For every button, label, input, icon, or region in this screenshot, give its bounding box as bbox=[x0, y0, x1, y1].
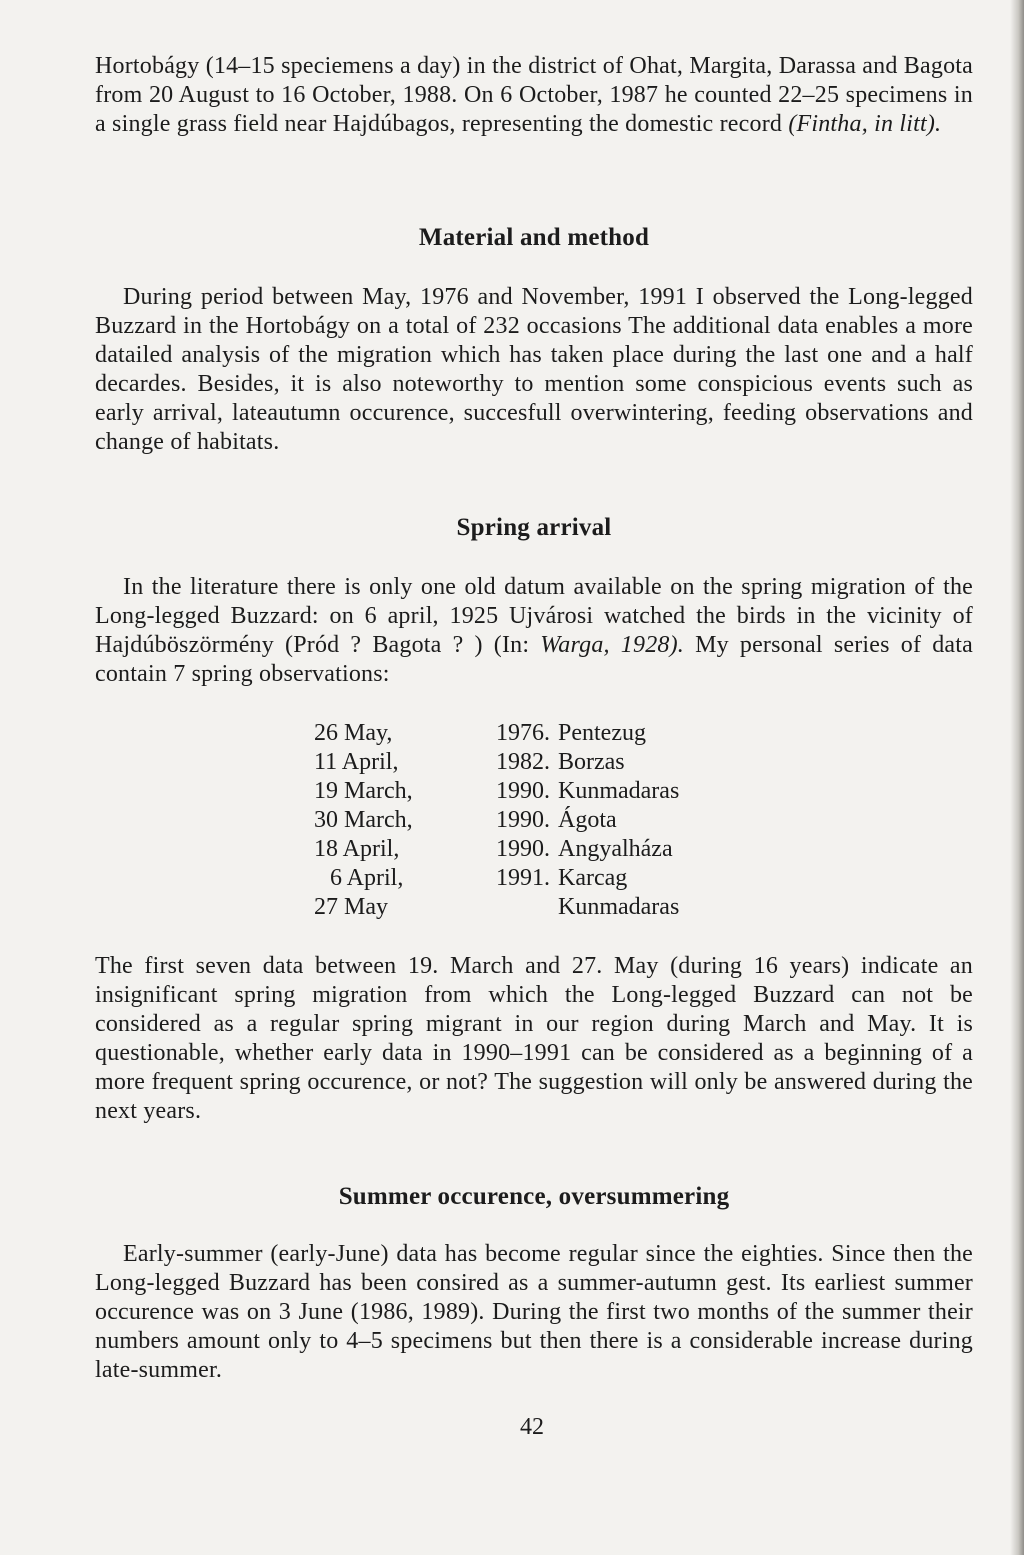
heading-material-method: Material and method bbox=[418, 224, 650, 251]
obs-date: 6 April, bbox=[330, 865, 404, 891]
obs-year bbox=[458, 893, 550, 922]
spring-after-block bbox=[95, 952, 973, 1126]
obs-place: Kunmadaras bbox=[558, 894, 680, 920]
table-row bbox=[314, 777, 679, 806]
spring-citation: Warga, 1928). bbox=[540, 632, 684, 658]
obs-date: 26 May, bbox=[314, 720, 393, 746]
obs-date: 27 May bbox=[314, 894, 388, 920]
obs-year: 1990. bbox=[496, 836, 550, 862]
obs-year: 1991. bbox=[496, 865, 550, 891]
obs-place: Angyalháza bbox=[558, 836, 673, 862]
material-heading-block bbox=[95, 224, 973, 252]
obs-date: 11 April, bbox=[314, 749, 399, 775]
spring-text-2: My personal series of data contain 7 spring observations: bbox=[95, 632, 973, 687]
table-row bbox=[314, 835, 679, 864]
summer-paragraph: Early-summer (early-June) data has become regular since the eighties. Since then the Long-legged Buzzard has been consired as a summer-autumn gest. Its earliest summer occurence was on 3 June (1986, 1989). During the first two months of the summer their numbers amount only to 4–5 specimens but then there is a considerable increase during late-summer. bbox=[95, 1241, 973, 1383]
obs-place: Borzas bbox=[558, 749, 625, 775]
obs-year: 1990. bbox=[496, 778, 550, 804]
obs-date: 30 March, bbox=[314, 807, 413, 833]
obs-date: 19 March, bbox=[314, 778, 413, 804]
obs-date: 18 April, bbox=[314, 836, 400, 862]
obs-place: Kunmadaras bbox=[558, 778, 680, 804]
table-row bbox=[314, 864, 679, 893]
intro-text: Hortobágy (14–15 speciemens a day) in the district of Ohat, Margita, Darassa and Bagota from 20 August to 16 October, 1988. On 6 October, 1987 he counted 22–25 specimens in a single grass field near Hajdúbagos, representing the domestic record bbox=[95, 53, 973, 137]
obs-place: Ágota bbox=[558, 807, 617, 833]
spring-paragraph bbox=[95, 573, 973, 689]
obs-year: 1976. bbox=[496, 720, 550, 746]
obs-place: Pentezug bbox=[558, 720, 646, 746]
table-row bbox=[314, 806, 679, 835]
summer-block bbox=[95, 1240, 973, 1385]
heading-spring-arrival: Spring arrival bbox=[456, 514, 612, 541]
page-number: 42 bbox=[520, 1414, 544, 1440]
obs-year: 1982. bbox=[496, 749, 550, 775]
obs-year: 1990. bbox=[496, 807, 550, 833]
spring-observations-table bbox=[314, 719, 679, 922]
table-row bbox=[314, 719, 679, 748]
obs-place: Karcag bbox=[558, 865, 628, 891]
spring-after-paragraph: The first seven data between 19. March and 27. May (during 16 years) indicate an insignificant spring migration from which the Long-legged Buzzard can not be considered as a regular spring migrant in our region during March and May. It is questionable, whether early data in 1990–1991 can be considered as a beginning of a more frequent spring occurence, or not? The suggestion will only be answered during the next years. bbox=[95, 953, 973, 1124]
intro-citation: (Fintha, in litt). bbox=[788, 111, 942, 137]
spring-heading-block bbox=[95, 514, 973, 542]
table-row bbox=[314, 748, 679, 777]
intro-paragraph bbox=[95, 52, 973, 139]
material-block bbox=[95, 283, 973, 457]
summer-heading-block bbox=[95, 1183, 973, 1211]
spring-text-1: In the literature there is only one old datum available on the spring migration of the Long-legged Buzzard: on 6 april, 1925 Ujvárosi watched the birds in the vicinity of Hajdúböszörmény (Pród ? Bagota ? ) (In: bbox=[95, 574, 973, 658]
spring-block bbox=[95, 573, 973, 689]
page-edge-shadow bbox=[1010, 0, 1024, 1555]
intro-block bbox=[95, 52, 973, 139]
heading-summer-occurence: Summer occurence, oversummering bbox=[338, 1183, 730, 1210]
material-paragraph: During period between May, 1976 and November, 1991 I observed the Long-legged Buzzard in the Hortobágy on a total of 232 occasions The additional data enables a more datailed analysis of the migration which has taken place during the last one and a half decardes. Besides, it is also noteworthy to mention some conspicious events such as early arrival, lateautumn occurence, succesfull overwintering, feeding observations and change of habitats. bbox=[95, 284, 973, 455]
table-row bbox=[314, 893, 679, 922]
